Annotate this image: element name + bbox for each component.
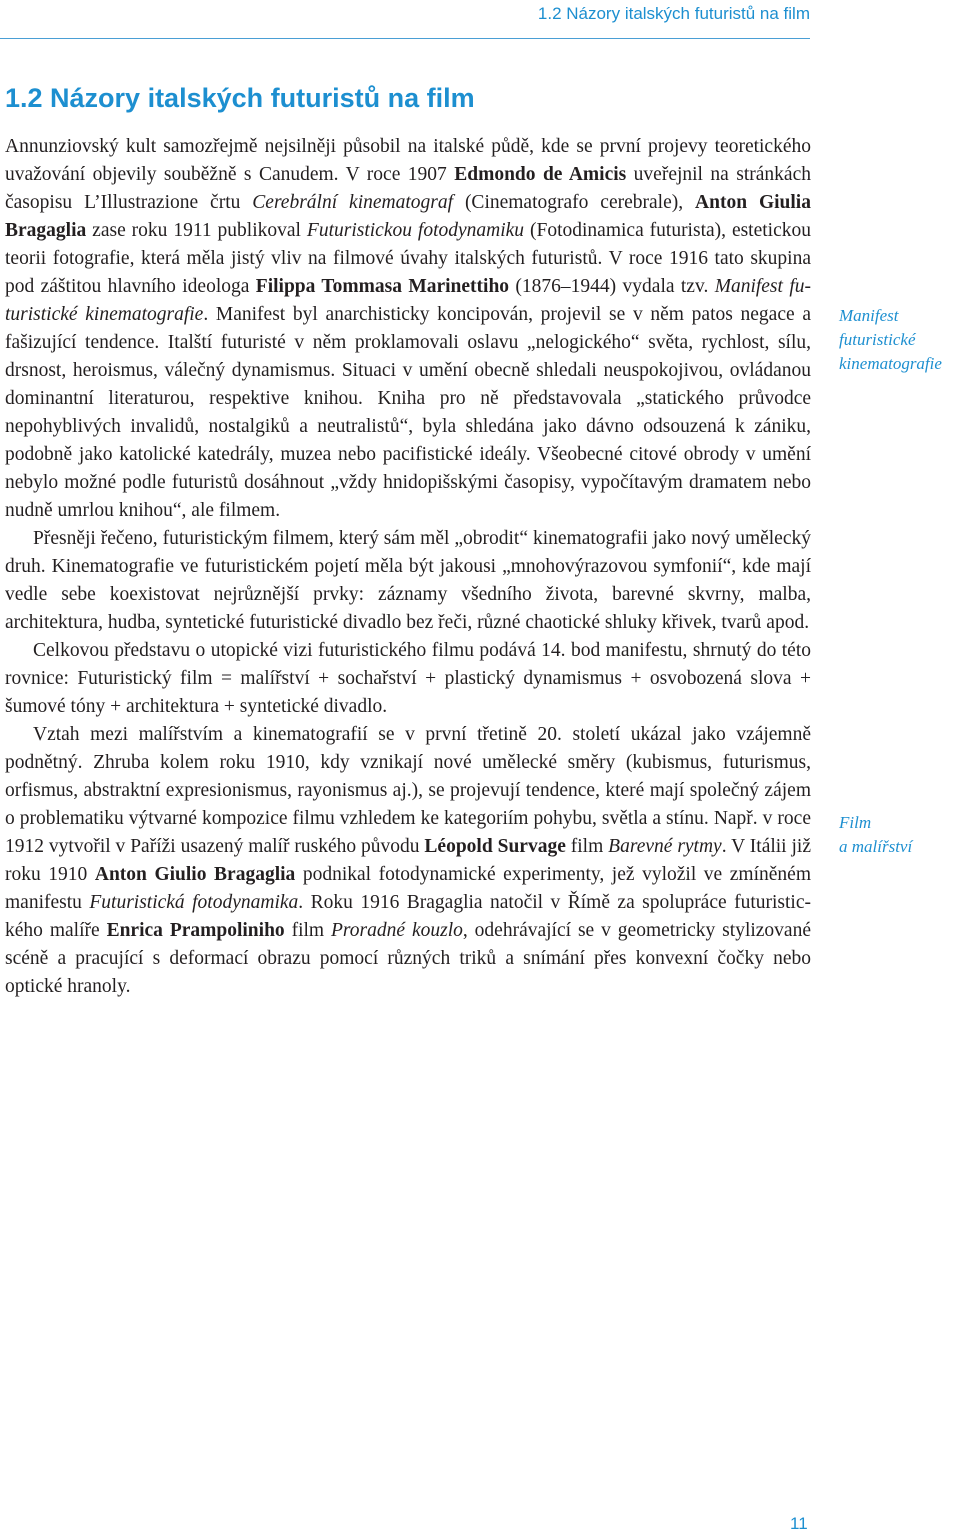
body-text — [5, 133, 811, 1001]
text-run: podnikal fotodynamické experimenty, jež vyložil ve zmíněném manifestu — [5, 864, 811, 913]
italic-text: Cerebrální kinematograf — [252, 192, 454, 213]
margin-note-line: Manifest — [839, 306, 899, 325]
margin-note-line: kinematografie — [839, 354, 942, 373]
text-run: Vztah mezi malířstvím a kinematografií se v první třetině 20. století ukázal jako vzájemně podnětný. Zhruba kolem roku 1910, kdy vznikají nové umělecké směry (kubismus, futurismus, orfismus, abstraktní expresionismus, rayonismus aj.), se projevují tendence, které mají společný zájem o problematiku výtvarné kompozice filmu vzhledem ke kategoriím pohybu, světla a stínu. Např. v roce 1912 vytvořil v Paříži usazený malíř ruského původu — [5, 724, 811, 857]
text-run: zase roku 1911 publikoval — [86, 220, 307, 241]
text-run: Annunziovský kult samozřejmě nejsilněji působil na italské půdě, kde se první projevy teoretického uvažování objevily souběžně s Canudem. V roce 1907 — [5, 136, 811, 185]
section-title: 1.2 Názory italských futuristů na film — [5, 83, 475, 113]
text-run: . Manifest byl anarchisticky koncipován, projevil se v něm patos negace a fašizující tendence. Italští futuristé v něm proklamovali oslavu „nelogického“ světa, rychlost, sílu, drsnost, heroismus, válečný dynamismus. Situaci v umění obecně shledali neuspokojivou, ovládanou dominantní literaturou, respektive knihou. Kniha pro ně představovala „statického průvodce nepohyblivých invalidů, nostalgiků a neutralistů“, byla shledána jako dávno odsouzená k zániku, podobně jako katolické katedrály, muzea nebo pacifistické ideály. Všeobecné citové obrody v umění nebylo možné podle futuristů dosáhnout „vždy hnidopišskými časopisy, vypočítavým dramatem nebo nudně umrlou knihou“, ale filmem. — [5, 304, 811, 521]
margin-note-line: a malířství — [839, 837, 913, 856]
margin-note-line: Film — [839, 813, 872, 832]
italic-text: Futuristická fotodynamika — [89, 892, 299, 913]
running-header: 1.2 Názory italských futuristů na film — [537, 4, 810, 23]
italic-text: Barevné rytmy — [608, 836, 722, 857]
paragraph — [5, 721, 811, 1001]
text-run: (Cinematografo cerebrale), — [453, 192, 696, 213]
text-run: Celkovou představu o utopické vizi futuristického filmu podává 14. bod manifestu, shrnutý do této rovnice: Futuristický film = malířství + sochařství + plastický dynamismus + osvobozená slova + šumové tóny + architektura + syntetické divadlo. — [5, 640, 811, 717]
bold-text: Filippa Tommasa Marinettiho — [255, 276, 510, 297]
bold-text: Edmondo de Amicis — [454, 164, 627, 185]
text-run: uveřejnil na stránkách časopisu L’Illustrazione črtu — [5, 164, 811, 213]
text-run: (Fotodinamica futurista), estetickou teorii fotografie, která měla jistý vliv na filmové úvahy italských futuristů. V roce 1916 tato skupina pod záštitou hlavního ideologa — [5, 220, 811, 297]
text-run: . V Itálii již roku 1910 — [5, 836, 811, 885]
paragraph — [5, 133, 811, 525]
italic-text: Manifest futuristické kinematografie — [5, 276, 811, 325]
page-number: 11 — [790, 1514, 808, 1533]
bold-text: Léopold Survage — [424, 836, 566, 857]
text-run: (1876–1944) vydala tzv. — [509, 276, 715, 297]
header-rule — [0, 38, 810, 39]
italic-text: Proradné kouzlo — [331, 920, 463, 941]
text-run: , odehrávající se v geometricky stylizované scéně a pracující s deformací obrazu pomocí různých triků a snímání přes konvexní čočky nebo optické hranoly. — [5, 920, 811, 997]
margin-note-manifest — [839, 304, 959, 376]
bold-text: Anton Giulia Bragaglia — [5, 192, 811, 241]
bold-text: Anton Giulio Bragaglia — [94, 864, 296, 885]
margin-note-line: futuristické — [839, 330, 916, 349]
margin-note-film — [839, 811, 959, 859]
text-run: film — [565, 836, 609, 857]
text-run: . Roku 1916 Bragaglia natočil v Římě za spolupráce futuristického malíře — [5, 892, 812, 941]
text-run: film — [284, 920, 332, 941]
paragraph — [5, 637, 811, 721]
text-run: Přesněji řečeno, futuristickým filmem, který sám měl „obrodit“ kinematografii jako nový umělecký druh. Kinematografie ve futuristickém pojetí měla být jakousi „mnohovýrazovou symfonií“, kde mají vedle sebe koexistovat nejrůznější prvky: záznamy všedního života, barevné skvrny, malba, architektura, hudba, syntetické futuristické divadlo bez řeči, různé chaotické shluky křivek, tvarů apod. — [5, 528, 811, 633]
italic-text: Futuristickou fotodynamiku — [306, 220, 525, 241]
bold-text: Enrica Prampoliniho — [106, 920, 285, 941]
paragraph — [5, 525, 811, 637]
